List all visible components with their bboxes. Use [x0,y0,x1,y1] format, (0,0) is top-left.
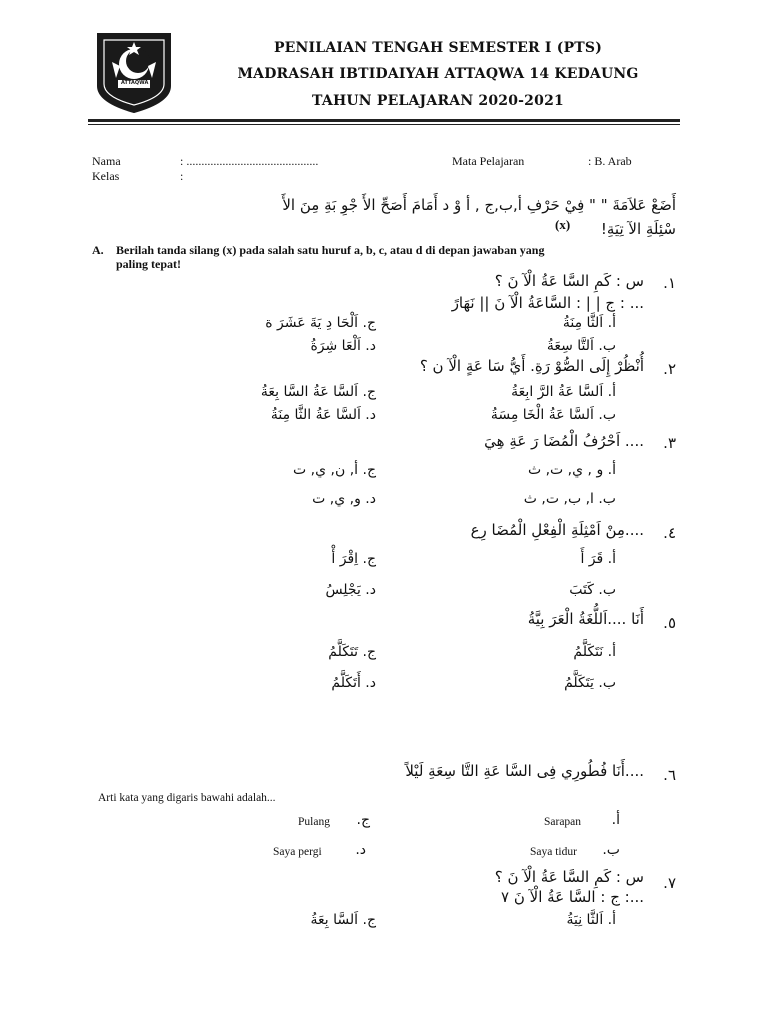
q1-option-d[interactable]: د. اَلْعَا شِرَةُ [310,338,376,354]
q6-option-b-text[interactable]: Saya tidur [530,846,577,858]
q4-option-b[interactable]: ب. كَتَبَ [569,582,616,598]
arabic-instruction-line1: أَضَعْ عَلاَمَةَ " " فِيْ حَرْفِ أ,ب,ج , أ وْ د أَمَامَ أَصَحِّ الأَ جْوِ بَةِ مِنَ الأَ [282,196,676,214]
q2-text: أُنْظُرْ إِلَى الصُّوْ رَةِ. أَيُّ سَا عَةٍ الْآ ن ؟ [419,357,644,375]
q5-number: ٥. [663,614,676,632]
q6-text: ....أَنَا فُطُورِي فِى السَّا عَةِ التَّا سِعَةِ لَيْلاً [405,762,644,780]
q2-number: ٢. [663,360,676,378]
kelas-label: Kelas [92,169,120,183]
q1-option-c[interactable]: ج. اَلْحَا دِ يَةَ عَشَرَ ة [265,315,376,331]
q6-option-a-label[interactable]: أ. [611,812,620,828]
nama-value: : ............................................ [180,154,319,168]
q7-line1: س : كَمِ السَّا عَةُ الْآ نَ ؟ [494,868,644,886]
q3-text: .... اَحْرُفُ الْمُضَا رَ عَةِ هِيَ [484,432,644,450]
q2-option-d[interactable]: د. اَلسَّا عَةُ الثَّا مِنَةُ [270,407,376,423]
q4-number: ٤. [663,524,676,542]
mapel-value: : B. Arab [588,154,632,168]
q7-number: ٧. [663,874,676,892]
q1-option-b[interactable]: ب. اَلتَّا سِعَةُ [546,338,616,354]
q3-option-c[interactable]: ج. أ, ن, ي, ت [293,462,376,478]
q3-option-b[interactable]: ب. ا, ب, ت, ث [523,491,616,507]
q7-option-a[interactable]: أ. اَلثَّا نِيَةُ [566,912,616,928]
nama-label: Nama [92,154,121,168]
q3-option-a[interactable]: أ. و , ي, ت, ث [527,462,616,478]
header-divider-thin [88,124,680,125]
q6-option-d-text[interactable]: Saya pergi [273,846,322,858]
q6-number: ٦. [663,766,676,784]
section-a-line2: paling tepat! [116,257,182,271]
q7-option-c[interactable]: ج. اَلسَّا بِعَةُ [310,912,376,928]
q4-option-d[interactable]: د. يَجْلِسُ [325,582,376,598]
arabic-instruction-line2: سْئِلَةِ الآ تِيَةِ! [600,220,676,238]
q2-option-b[interactable]: ب. اَلسَّا عَةُ الْخَا مِسَةُ [490,407,616,423]
section-a-line1: Berilah tanda silang (x) pada salah satu huruf a, b, c, atau d di depan jawaban yang [116,243,545,257]
kelas-value: : [180,169,184,183]
q6-option-c-text[interactable]: Pulang [298,816,330,828]
q6-option-d-label[interactable]: د. [355,842,366,858]
q4-option-c[interactable]: ج. اِقْرَ أْ [331,551,376,567]
q1-option-a[interactable]: أ. اَلثَّا مِنَةُ [562,315,616,331]
q6-option-b-label[interactable]: ب. [602,842,620,858]
q6-option-c-label[interactable]: ج. [356,812,370,828]
q2-option-a[interactable]: أ. اَلسَّا عَةُ الرَّ ابِعَةُ [511,384,616,400]
header-title-3: TAHUN PELAJARAN 2020-2021 [312,93,564,109]
section-a-letter: A. [92,243,104,257]
q1-number: ١. [663,274,676,292]
q6-option-a-text[interactable]: Sarapan [544,816,582,828]
q2-option-c[interactable]: ج. اَلسَّا عَةُ السَّا بِعَةُ [260,384,376,400]
q1-line1: س : كَمِ السَّا عَةُ الْآ نَ ؟ [494,272,644,290]
madrasah-logo [96,32,172,114]
q6-arti-instruction: Arti kata yang digaris bawahi adalah... [98,792,276,804]
q1-line2: ... : ج | | : السَّاعَةُ الْآ نَ || نَهَارً [451,294,644,312]
q3-option-d[interactable]: د. و, ي, ت [312,491,376,507]
logo-text: ATTAQWA [121,80,149,86]
q5-option-b[interactable]: ب. يَتَكَلَّمُ [564,675,616,691]
q5-text: أَنَا ....اَللُّغَةُ الْعَرَ بِيَّةُ [527,610,644,628]
q3-number: ٣. [663,434,676,452]
q4-option-a[interactable]: أ. قَرَ أَ [580,551,616,567]
arabic-instruction-mark: (x) [555,217,571,232]
q4-text: ....مِنْ اَمْثِلَةِ الْفِعْلِ الْمُضَا رِع [470,521,644,539]
q5-option-a[interactable]: أ. نَتَكَلَّمُ [573,644,616,660]
q7-line2: ...: ج : السَّا عَةُ الْآ نَ ٧ [501,888,644,906]
q5-option-d[interactable]: د. أَتَكَلَّمُ [331,675,376,691]
header-title-2: MADRASAH IBTIDAIYAH ATTAQWA 14 KEDAUNG [237,66,639,82]
header-title-1: PENILAIAN TENGAH SEMESTER I (PTS) [273,40,603,56]
q5-option-c[interactable]: ج. تَتَكَلَّمُ [328,644,376,660]
mapel-label: Mata Pelajaran [452,154,525,168]
header-divider-thick [88,119,680,122]
